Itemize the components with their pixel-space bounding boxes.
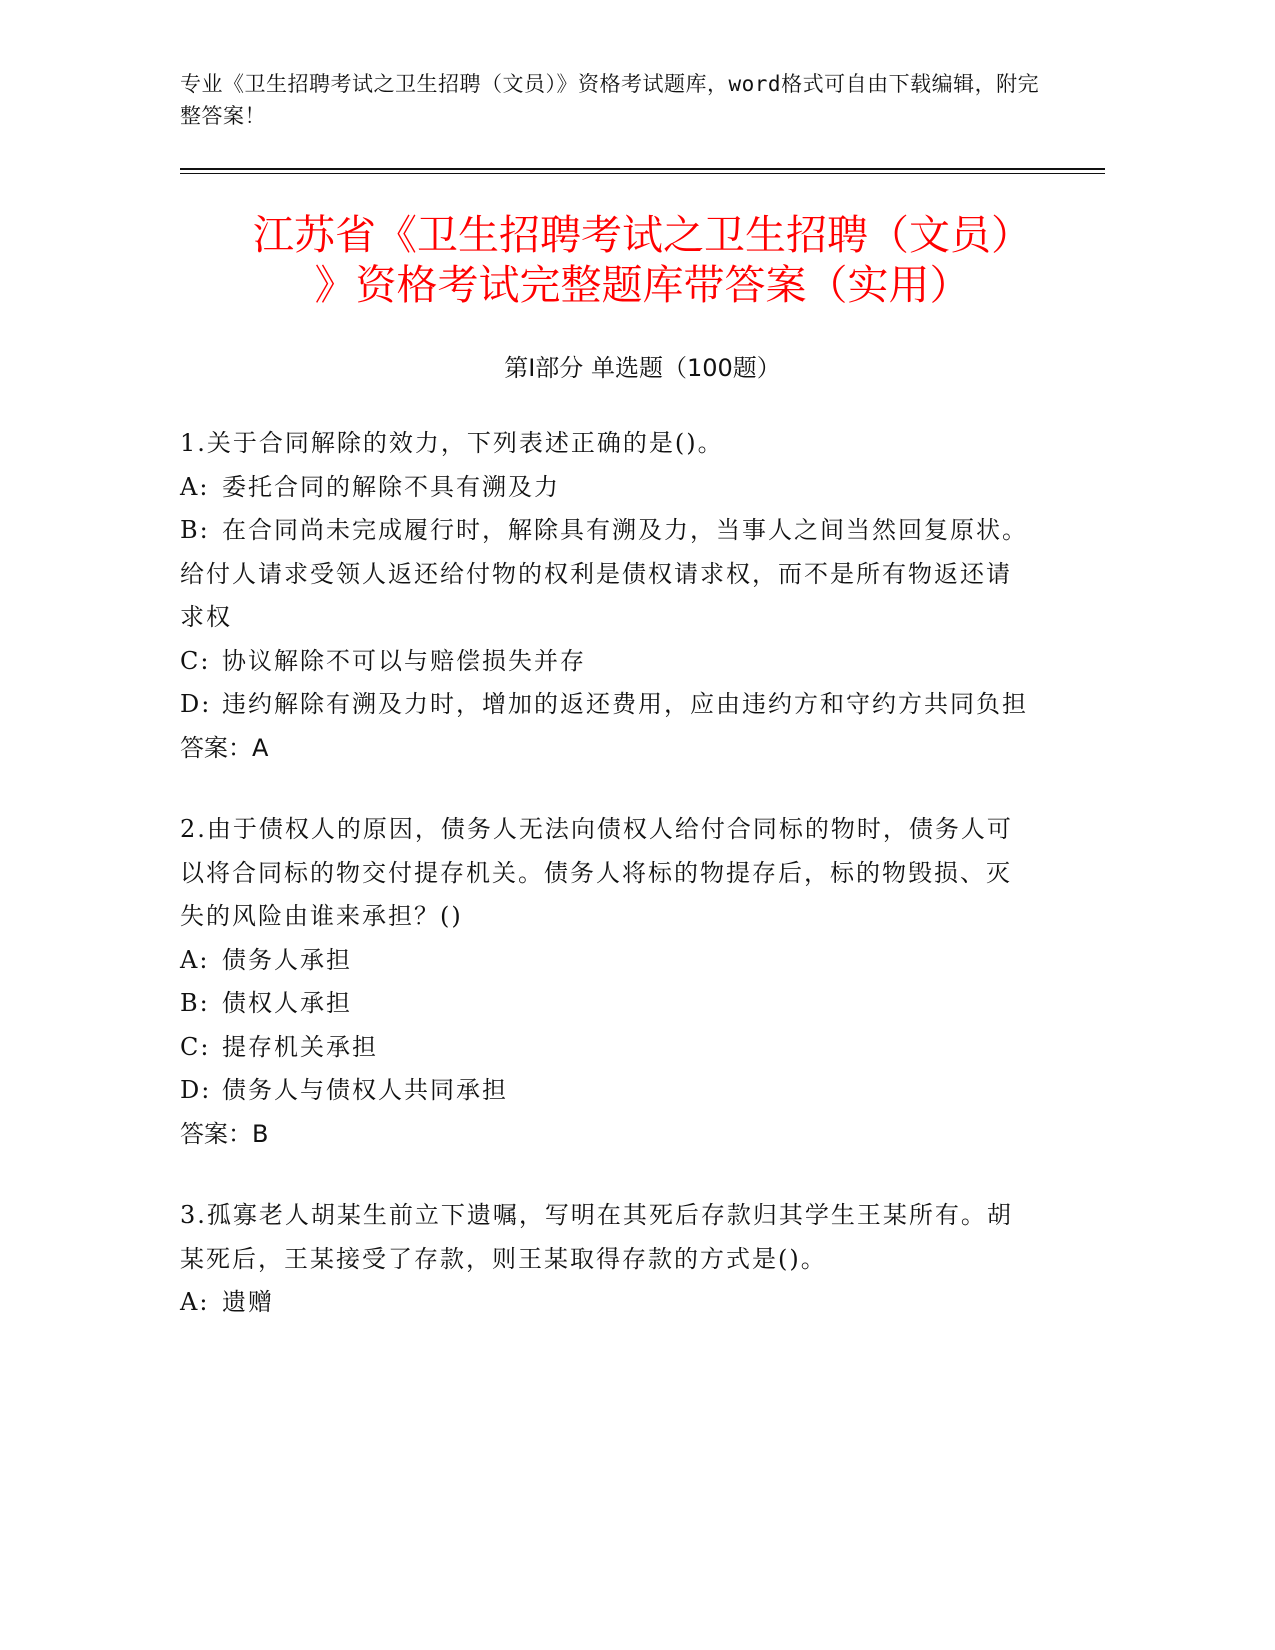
option-d: [180, 1069, 1030, 1113]
option-label: B:: [180, 989, 210, 1017]
option-label: D:: [180, 1076, 212, 1104]
option-text: 债务人与债权人共同承担: [222, 1076, 508, 1104]
header-divider: [180, 168, 1105, 174]
question-text: 3.孤寡老人胡某生前立下遗嘱，写明在其死后存款归其学生王某所有。胡某死后，王某接受了存款，则王某取得存款的方式是()。: [180, 1201, 1013, 1273]
document-title-line-1: 江苏省《卫生招聘考试之卫生招聘（文员）: [253, 211, 1032, 259]
option-label: A:: [180, 472, 210, 501]
option-a: [180, 939, 1030, 983]
option-c: [180, 1026, 1030, 1070]
header-note: 专业《卫生招聘考试之卫生招聘（文员）》资格考试题库，word格式可自由下载编辑，附完整答案！: [180, 72, 1040, 128]
option-a: [180, 1281, 1030, 1325]
section-title: 第Ⅰ部分 单选题（100题）: [504, 354, 781, 382]
option-label: A:: [180, 1288, 210, 1316]
option-text: 协议解除不可以与赔偿损失并存: [222, 646, 586, 675]
question-1: [180, 422, 1030, 770]
option-label: A:: [180, 945, 210, 974]
option-text: 委托合同的解除不具有溯及力: [222, 472, 560, 501]
document-page: [180, 0, 1110, 1325]
option-b: [180, 982, 1030, 1026]
option-a: [180, 466, 1030, 510]
option-b: [180, 509, 1030, 640]
question-text: 1.关于合同解除的效力，下列表述正确的是()。: [180, 429, 724, 457]
option-label: C:: [180, 646, 211, 675]
option-label: D:: [180, 690, 212, 718]
option-c: [180, 640, 1030, 684]
question-text: 2.由于债权人的原因，债务人无法向债权人给付合同标的物时，债务人可以将合同标的物交付提存机关。债务人将标的物提存后，标的物毁损、灭失的风险由谁来承担？(): [180, 815, 1013, 930]
question-3: [180, 1194, 1030, 1325]
document-title: [180, 210, 1105, 310]
option-text: 提存机关承担: [222, 1032, 378, 1061]
question-2: [180, 808, 1030, 1156]
document-title-line-2: 》资格考试完整题库带答案（实用）: [314, 261, 971, 309]
option-text: 债权人承担: [222, 989, 352, 1017]
answer: 答案：B: [180, 1119, 269, 1148]
option-label: C:: [180, 1032, 211, 1061]
option-text: 债务人承担: [222, 945, 352, 974]
option-text: 违约解除有溯及力时，增加的返还费用，应由违约方和守约方共同负担: [222, 690, 1028, 718]
option-d: [180, 683, 1030, 727]
answer: 答案：A: [180, 733, 269, 762]
option-text: 在合同尚未完成履行时，解除具有溯及力，当事人之间当然回复原状。给付人请求受领人返还给付物的权利是债权请求权，而不是所有物返还请求权: [180, 516, 1028, 631]
option-label: B:: [180, 516, 210, 544]
option-text: 遗赠: [222, 1288, 274, 1316]
